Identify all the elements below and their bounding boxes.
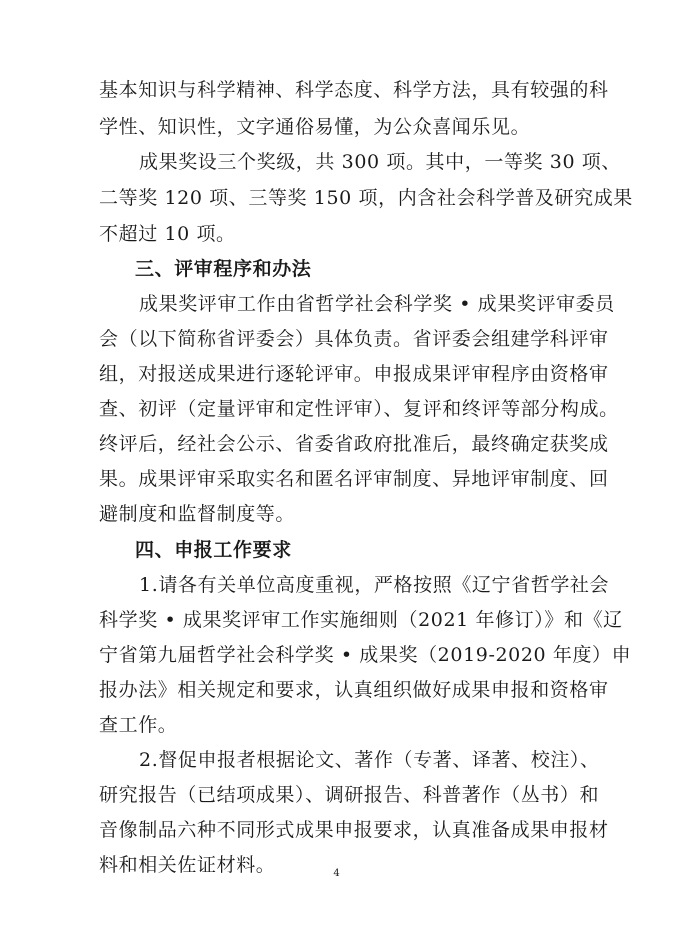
page-number: 4 bbox=[333, 868, 340, 879]
body-text-line: 学性、知识性，文字通俗易懂，为公众喜闻乐见。 bbox=[99, 116, 531, 138]
body-text-line: 2.督促申报者根据论文、著作（专著、译著、校注）、 bbox=[139, 749, 600, 771]
body-text-line: 查工作。 bbox=[99, 714, 178, 736]
body-text-line: 成果奖评审工作由省哲学社会科学奖 • 成果奖评审委员 bbox=[139, 293, 615, 315]
body-text-line: 基本知识与科学精神、科学态度、科学方法，具有较强的科 bbox=[99, 79, 609, 101]
body-text-line: 研究报告（已结项成果）、调研报告、科普著作（丛书）和 bbox=[99, 784, 600, 806]
body-text-line: 1.请各有关单位高度重视，严格按照《辽宁省哲学社会 bbox=[139, 574, 610, 596]
body-text-line: 终评后，经社会公示、省委省政府批准后，最终确定获奖成 bbox=[99, 433, 609, 455]
body-text-line: 不超过 10 项。 bbox=[99, 223, 236, 245]
body-text-line: 成果奖设三个奖级，共 300 项。其中，一等奖 30 项、 bbox=[139, 151, 622, 173]
body-text-line: 避制度和监督制度等。 bbox=[99, 503, 296, 525]
body-text-line: 二等奖 120 项、三等奖 150 项，内含社会科学普及研究成果 bbox=[99, 187, 633, 209]
body-text-line: 报办法》相关规定和要求，认真组织做好成果申报和资格审 bbox=[99, 679, 609, 701]
body-text-line: 宁省第九届哲学社会科学奖 • 成果奖（2019-2020 年度）申 bbox=[99, 644, 632, 666]
section-heading-4: 四、申报工作要求 bbox=[135, 539, 292, 561]
section-heading-3: 三、评审程序和办法 bbox=[135, 258, 312, 280]
body-text-line: 组，对报送成果进行逐轮评审。申报成果评审程序由资格审 bbox=[99, 363, 609, 385]
body-text-line: 料和相关佐证材料。 bbox=[99, 854, 276, 876]
body-text-line: 查、初评（定量评审和定性评审）、复评和终评等部分构成。 bbox=[99, 398, 619, 420]
body-text-line: 科学奖 • 成果奖评审工作实施细则（2021 年修订）》和《辽 bbox=[99, 609, 623, 631]
body-text-line: 果。成果评审采取实名和匿名评审制度、异地评审制度、回 bbox=[99, 468, 609, 490]
body-text-line: 会（以下简称省评委会）具体负责。省评委会组建学科评审 bbox=[99, 328, 609, 350]
body-text-line: 音像制品六种不同形式成果申报要求，认真准备成果申报材 bbox=[99, 819, 609, 841]
